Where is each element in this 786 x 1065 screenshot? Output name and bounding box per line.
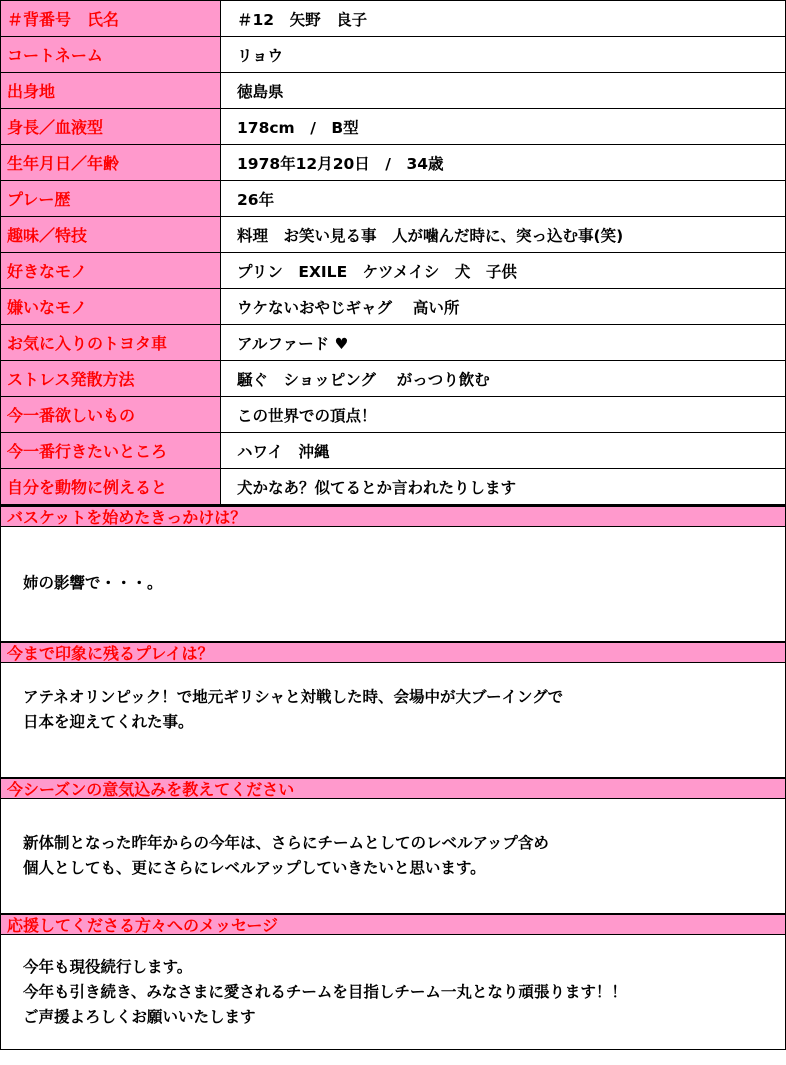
field-label: 自分を動物に例えると (1, 469, 221, 505)
answer-line: 姉の影響で・・・。 (23, 574, 163, 592)
profile-row (1, 397, 786, 433)
field-label: 嫌いなモノ (1, 289, 221, 325)
answer-line: 今年も引き続き、みなさまに愛されるチームを目指しチーム一丸となり頑張ります！！ (23, 983, 627, 1001)
field-value: この世界での頂点！ (221, 397, 786, 433)
question-block-1 (0, 505, 786, 641)
answer-line: 今年も現役続行します。 (23, 958, 193, 976)
profile-table (0, 0, 786, 505)
answer-text (0, 935, 786, 1050)
field-label: ＃背番号 氏名 (1, 1, 221, 37)
field-value: リョウ (221, 37, 786, 73)
field-label: 身長／血液型 (1, 109, 221, 145)
question-block-3 (0, 777, 786, 913)
question-block-4 (0, 913, 786, 1050)
field-value: 騒ぐ ショッピング がっつり飲む (221, 361, 786, 397)
answer-line: 日本を迎えてくれた事。 (23, 713, 194, 731)
answer-text (0, 663, 786, 777)
answer-text (0, 527, 786, 641)
question-heading: 今シーズンの意気込みを教えてください (0, 777, 786, 799)
field-label: 出身地 (1, 73, 221, 109)
field-label: 趣味／特技 (1, 217, 221, 253)
field-label: 好きなモノ (1, 253, 221, 289)
field-value: プリン EXILE ケツメイシ 犬 子供 (221, 253, 786, 289)
field-value: アルファード ♥ (221, 325, 786, 361)
field-value: 26年 (221, 181, 786, 217)
field-value: 178cm / B型 (221, 109, 786, 145)
answer-line: ご声援よろしくお願いいたします (23, 1008, 256, 1026)
profile-row (1, 253, 786, 289)
profile-row (1, 1, 786, 37)
field-value: 1978年12月20日 / 34歳 (221, 145, 786, 181)
field-value: 徳島県 (221, 73, 786, 109)
profile-row (1, 361, 786, 397)
field-value: ウケないおやじギャグ 高い所 (221, 289, 786, 325)
field-value: ＃12 矢野 良子 (221, 1, 786, 37)
answer-text (0, 799, 786, 913)
profile-row (1, 325, 786, 361)
answer-line: 個人としても、更にさらにレベルアップしていきたいと思います。 (23, 859, 486, 877)
question-block-2 (0, 641, 786, 777)
profile-row (1, 217, 786, 253)
field-value: ハワイ 沖縄 (221, 433, 786, 469)
profile-row (1, 469, 786, 505)
field-label: ストレス発散方法 (1, 361, 221, 397)
field-value: 料理 お笑い見る事 人が噛んだ時に、突っ込む事(笑) (221, 217, 786, 253)
question-heading: 応援してくださる方々へのメッセージ (0, 913, 786, 935)
profile-row (1, 73, 786, 109)
field-label: プレー歴 (1, 181, 221, 217)
profile-row (1, 109, 786, 145)
field-label: 生年月日／年齢 (1, 145, 221, 181)
field-label: 今一番行きたいところ (1, 433, 221, 469)
question-heading: バスケットを始めたきっかけは？ (0, 505, 786, 527)
profile-row (1, 37, 786, 73)
profile-row (1, 145, 786, 181)
field-label: お気に入りのトヨタ車 (1, 325, 221, 361)
answer-line: アテネオリンピック！で地元ギリシャと対戦した時、会場中が大ブーイングで (23, 688, 564, 706)
field-value: 犬かなあ？似てるとか言われたりします (221, 469, 786, 505)
field-label: 今一番欲しいもの (1, 397, 221, 433)
answer-line: 新体制となった昨年からの今年は、さらにチームとしてのレベルアップ含め (23, 834, 549, 852)
profile-row (1, 289, 786, 325)
profile-row (1, 433, 786, 469)
profile-row (1, 181, 786, 217)
question-heading: 今まで印象に残るプレイは？ (0, 641, 786, 663)
field-label: コートネーム (1, 37, 221, 73)
